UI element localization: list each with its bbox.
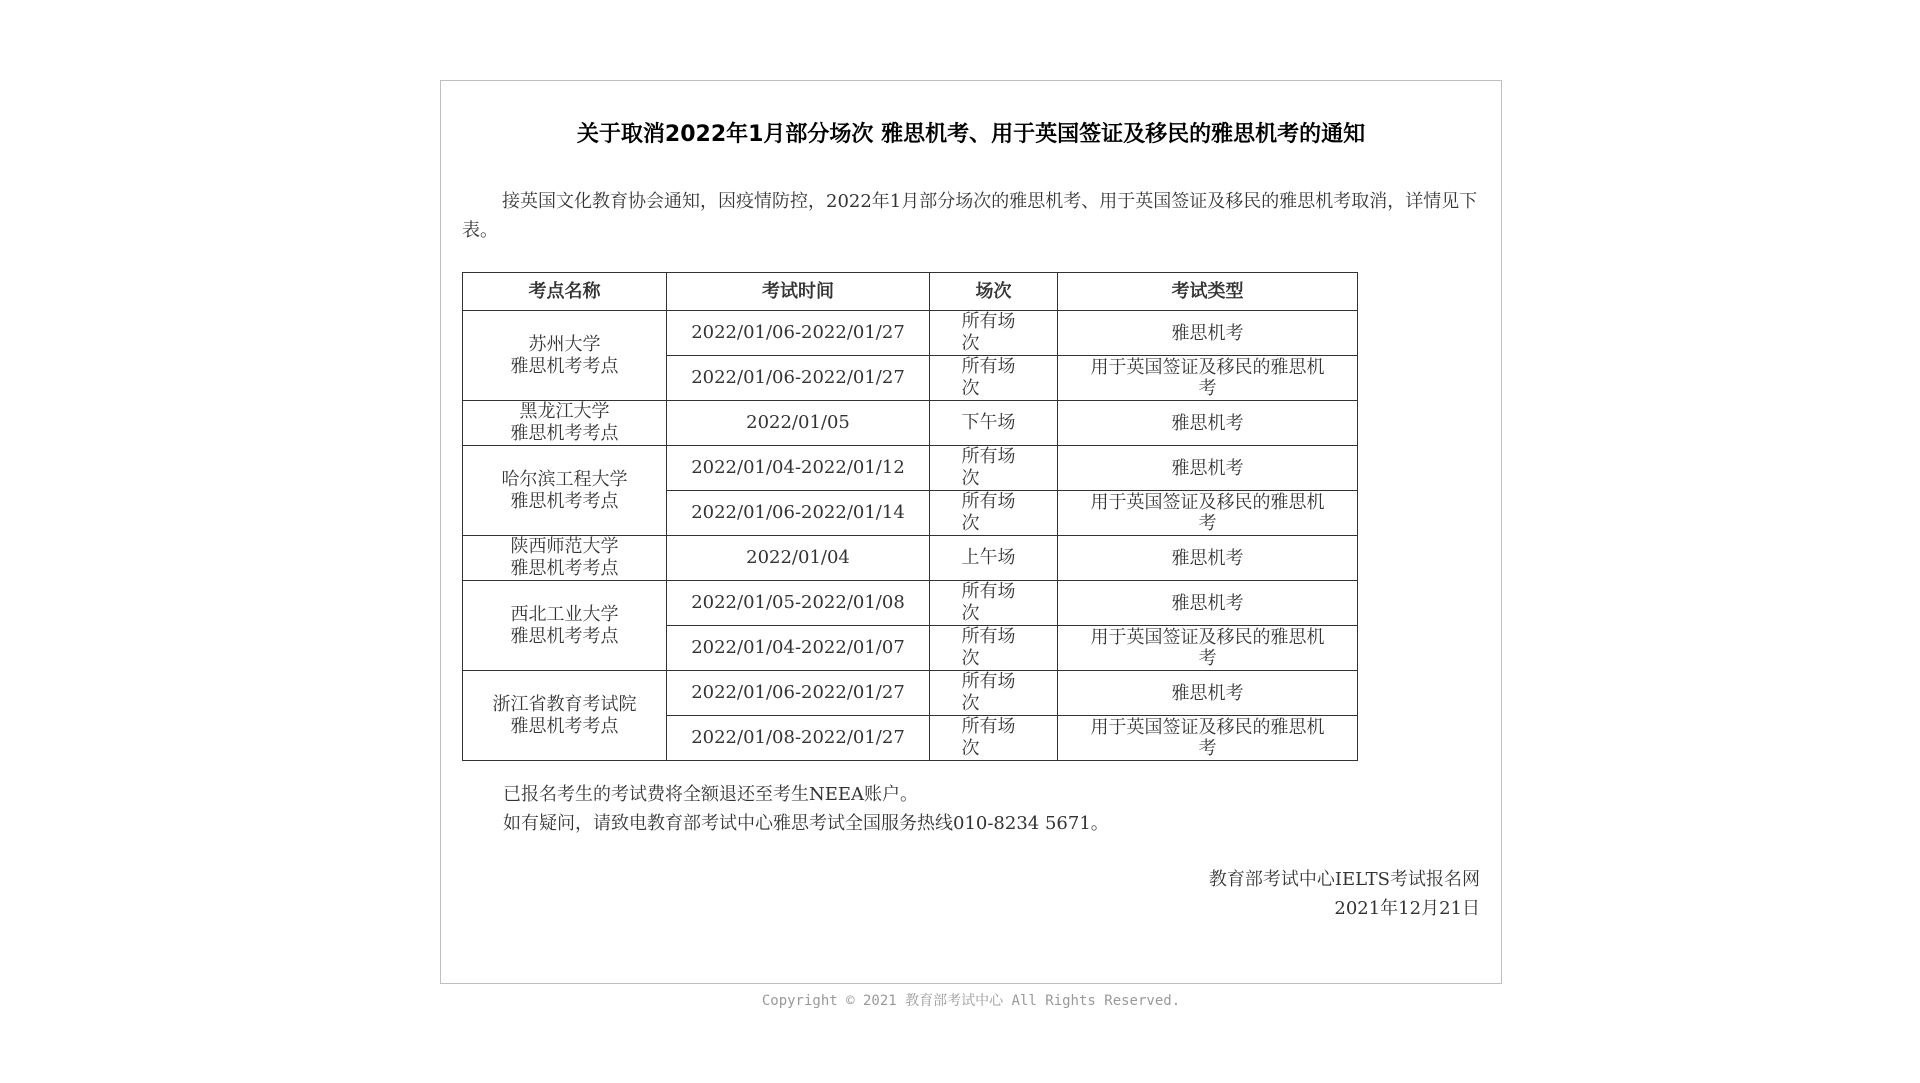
type-text: 雅思机考 [1171,547,1244,569]
venue-suffix: 雅思机考考点 [510,625,619,647]
session-text: 所有场次 [961,491,1016,534]
venue-suffix: 雅思机考考点 [510,423,619,444]
type-text: 雅思机考 [1171,412,1244,434]
session-cell [930,626,1058,671]
venue-name: 陕西师范大学 [510,536,619,557]
venue-cell [463,401,667,446]
time-cell: 2022/01/05 [667,401,930,446]
type-text: 用于英国签证及移民的雅思机考 [1090,717,1325,759]
type-cell [1058,401,1358,446]
session-cell [930,581,1058,626]
type-cell [1058,446,1358,491]
venue-name: 黑龙江大学 [519,401,610,422]
time-cell: 2022/01/08-2022/01/27 [667,716,930,761]
session-cell [930,401,1058,446]
type-cell [1058,626,1358,671]
time-cell: 2022/01/04 [667,536,930,581]
type-cell [1058,581,1358,626]
table-row [463,581,1358,626]
hotline-note: 如有疑问，请致电教育部考试中心雅思考试全国服务热线010-8234 5671。 [503,813,1109,834]
table-row [463,311,1358,356]
venue-name: 哈尔滨工程大学 [501,468,628,490]
type-text: 用于英国签证及移民的雅思机考 [1090,492,1325,534]
notice-title: 关于取消2022年1月部分场次 雅思机考、用于英国签证及移民的雅思机考的通知 [576,122,1366,147]
notice-container [440,80,1502,984]
signature-date: 2021年12月21日 [1334,898,1480,919]
session-cell [930,671,1058,716]
venue-suffix: 雅思机考考点 [510,355,619,377]
venue-name: 苏州大学 [528,333,601,355]
venue-suffix: 雅思机考考点 [510,490,619,512]
session-cell [930,311,1058,356]
type-cell [1058,491,1358,536]
session-cell [930,491,1058,536]
header-time: 考试时间 [667,273,930,311]
type-cell [1058,356,1358,401]
header-venue: 考点名称 [463,273,667,311]
type-cell [1058,536,1358,581]
time-cell: 2022/01/05-2022/01/08 [667,581,930,626]
time-cell: 2022/01/04-2022/01/07 [667,626,930,671]
cancellation-table [462,272,1358,761]
type-text: 用于英国签证及移民的雅思机考 [1090,357,1325,399]
session-text: 所有场次 [961,716,1016,759]
notice-intro: 接英国文化教育协会通知，因疫情防控，2022年1月部分场次的雅思机考、用于英国签证及移民的雅思机考取消，详情见下表。 [462,191,1478,241]
venue-name: 西北工业大学 [510,603,619,625]
type-text: 雅思机考 [1171,322,1244,344]
session-text: 所有场次 [961,581,1016,624]
session-cell [930,716,1058,761]
table-header-row [463,273,1358,311]
table-row [463,446,1358,491]
venue-name: 浙江省教育考试院 [492,693,637,715]
session-text: 所有场次 [961,626,1016,669]
time-cell: 2022/01/06-2022/01/27 [667,311,930,356]
session-cell [930,356,1058,401]
footer-copyright: Copyright © 2021 教育部考试中心 All Rights Reserved. [761,993,1181,1009]
venue-suffix: 雅思机考考点 [510,715,619,737]
type-text: 雅思机考 [1171,682,1244,704]
venue-cell [463,671,667,761]
session-text: 所有场次 [961,671,1016,714]
signature-organization: 教育部考试中心IELTS考试报名网 [1208,869,1480,890]
session-cell [930,536,1058,581]
venue-cell [463,581,667,671]
venue-cell [463,311,667,401]
session-cell [930,446,1058,491]
time-cell: 2022/01/06-2022/01/27 [667,356,930,401]
type-cell [1058,716,1358,761]
header-session: 场次 [930,273,1058,311]
table-row [463,401,1358,446]
time-cell: 2022/01/06-2022/01/27 [667,671,930,716]
venue-cell [463,536,667,581]
time-cell: 2022/01/04-2022/01/12 [667,446,930,491]
type-cell [1058,671,1358,716]
time-cell: 2022/01/06-2022/01/14 [667,491,930,536]
venue-suffix: 雅思机考考点 [510,558,619,579]
type-cell [1058,311,1358,356]
type-text: 雅思机考 [1171,457,1244,479]
session-text: 所有场次 [961,311,1016,354]
type-text: 用于英国签证及移民的雅思机考 [1090,627,1325,669]
header-type: 考试类型 [1058,273,1358,311]
type-text: 雅思机考 [1171,592,1244,614]
table-row [463,536,1358,581]
refund-note: 已报名考生的考试费将全额退还至考生NEEA账户。 [503,784,919,805]
table-row [463,671,1358,716]
session-text: 所有场次 [961,356,1016,399]
session-text: 上午场 [961,547,1016,568]
session-text: 所有场次 [961,446,1016,489]
venue-cell [463,446,667,536]
session-text: 下午场 [961,412,1016,433]
